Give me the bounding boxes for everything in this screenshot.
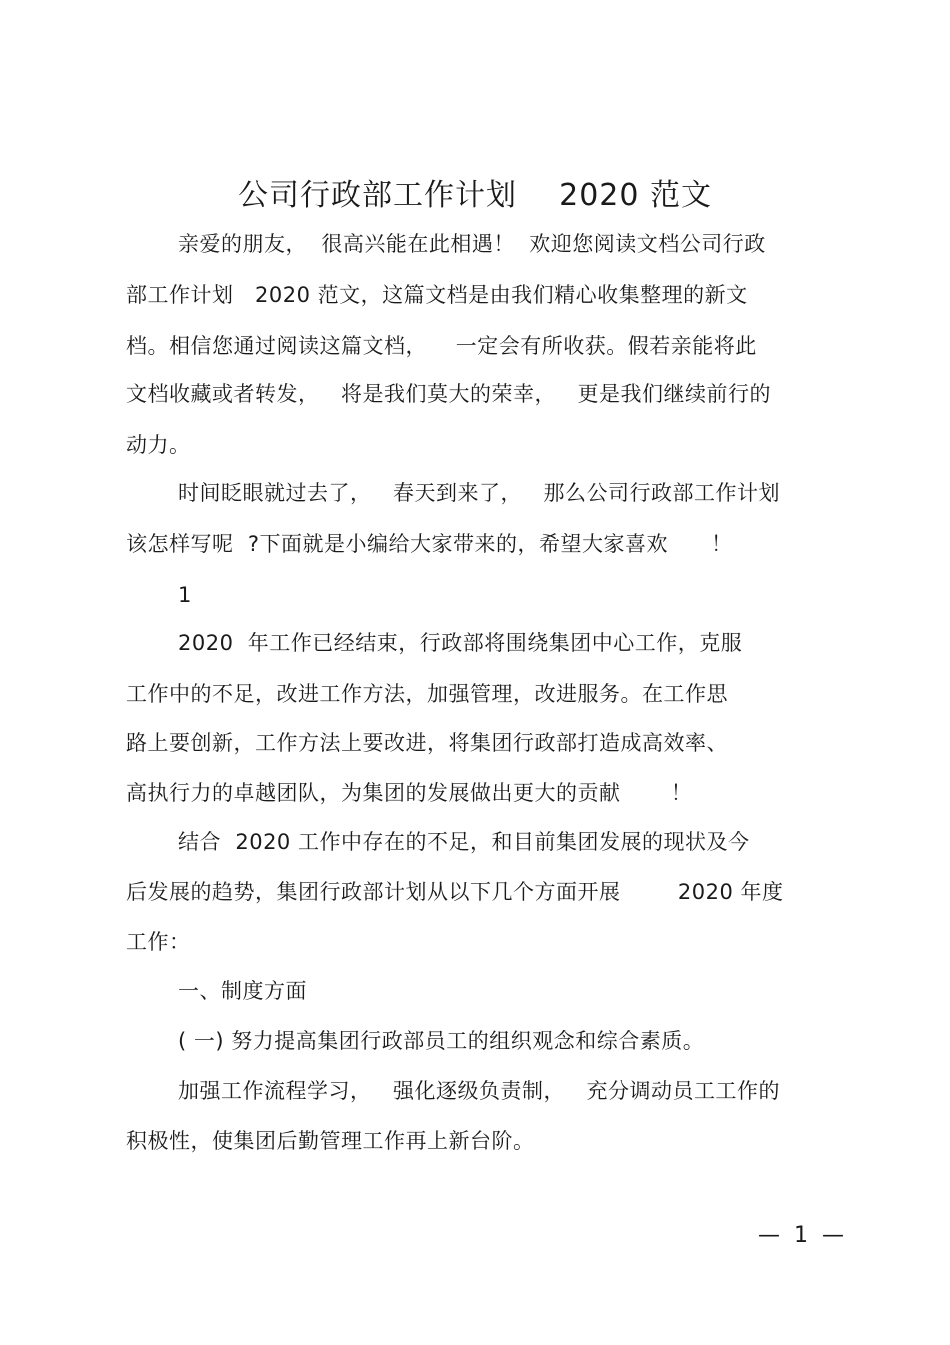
paragraph-line: 2020 年工作已经结束，行政部将围绕集团中心工作，克服 — [178, 631, 743, 655]
paragraph-line: 后发展的趋势，集团行政部计划从以下几个方面开展 2020 年度 — [126, 880, 784, 904]
paragraph-line: 积极性，使集团后勤管理工作再上新台阶。 — [126, 1129, 535, 1153]
paragraph-line: 文档收藏或者转发， 将是我们莫大的荣幸， 更是我们继续前行的 — [126, 382, 772, 406]
document-title: 公司行政部工作计划 2020 范文 — [237, 178, 713, 213]
paragraph-line: 部工作计划 2020 范文，这篇文档是由我们精心收集整理的新文 — [126, 283, 748, 307]
paragraph-line: 加强工作流程学习， 强化逐级负责制， 充分调动员工工作的 — [178, 1079, 781, 1103]
section-heading: 一、制度方面 — [178, 979, 307, 1003]
subsection-heading: ( 一) 努力提高集团行政部员工的组织观念和综合素质。 — [178, 1029, 705, 1053]
paragraph-line: 工作： — [126, 930, 191, 954]
paragraph-line: 时间眨眼就过去了， 春天到来了， 那么公司行政部工作计划 — [178, 481, 781, 505]
paragraph-line: 档。相信您通过阅读这篇文档， 一定会有所收获。假若亲能将此 — [126, 334, 757, 358]
paragraph-line: 亲爱的朋友， 很高兴能在此相遇！ 欢迎您阅读文档公司行政 — [178, 232, 766, 256]
paragraph-line: 动力。 — [126, 433, 191, 457]
paragraph-line: 工作中的不足，改进工作方法，加强管理，改进服务。在工作思 — [126, 682, 728, 706]
page-number: — 1 — — [758, 1223, 844, 1248]
paragraph-line: 高执行力的卓越团队，为集团的发展做出更大的贡献 ！ — [126, 781, 693, 805]
paragraph-line: 该怎样写呢 ?下面就是小编给大家带来的，希望大家喜欢 ！ — [126, 532, 733, 556]
paragraph-line: 结合 2020 工作中存在的不足，和目前集团发展的现状及今 — [178, 830, 750, 854]
section-number: 1 — [178, 583, 192, 607]
paragraph-line: 路上要创新，工作方法上要改进，将集团行政部打造成高效率、 — [126, 731, 728, 755]
